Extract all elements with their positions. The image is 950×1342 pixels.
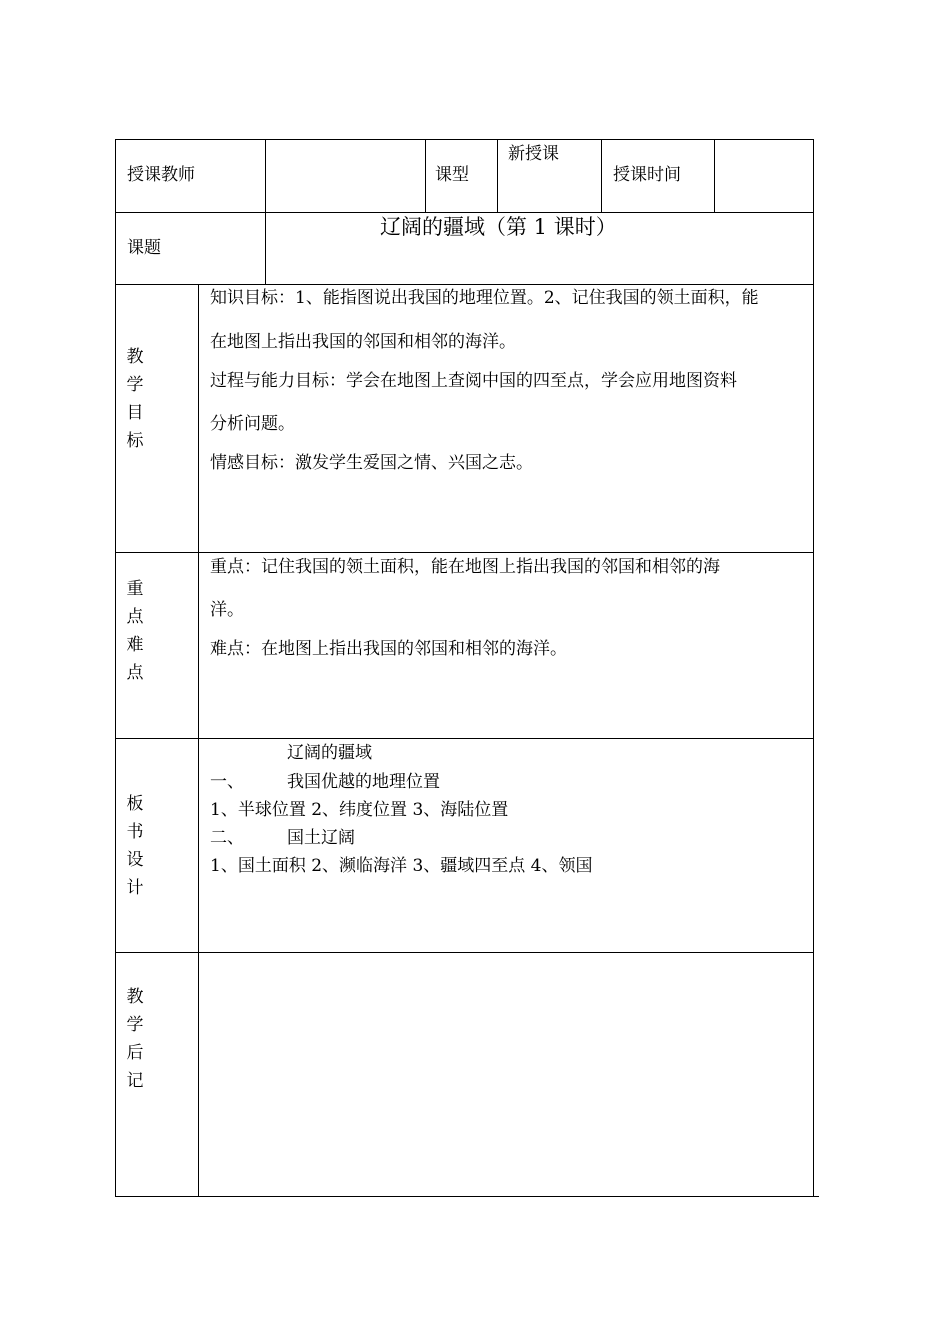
col-divider <box>265 139 266 285</box>
board-section-items: 1、半球位置 2、纬度位置 3、海陆位置 <box>210 800 509 820</box>
board-section-items: 1、国土面积 2、濒临海洋 3、疆域四至点 4、领国 <box>210 856 593 876</box>
topic-title: 辽阔的疆域（第 1 课时） <box>380 215 617 239</box>
table-border-left <box>115 139 116 1197</box>
objectives-line: 分析问题。 <box>210 414 295 434</box>
col-divider <box>425 139 426 213</box>
col-divider <box>601 139 602 213</box>
objectives-label: 教 学 目 标 <box>126 347 144 451</box>
col-divider <box>198 284 199 1197</box>
key-points-line: 洋。 <box>210 600 244 620</box>
row-divider <box>115 952 814 953</box>
key-points-line: 难点：在地图上指出我国的邻国和相邻的海洋。 <box>210 639 567 659</box>
board-section-number: 一、 <box>210 772 244 792</box>
col-divider <box>497 139 498 213</box>
objectives-line: 情感目标：激发学生爱国之情、兴国之志。 <box>210 453 533 473</box>
row-divider <box>115 284 814 285</box>
board-design-label: 板 书 设 计 <box>126 794 144 898</box>
lesson-time-label: 授课时间 <box>613 165 681 185</box>
board-heading: 辽阔的疆域 <box>287 743 372 763</box>
table-border-bottom <box>115 1196 819 1197</box>
col-divider <box>714 139 715 213</box>
objectives-line: 在地图上指出我国的邻国和相邻的海洋。 <box>210 332 516 352</box>
board-section-title: 我国优越的地理位置 <box>287 772 440 792</box>
table-border-right <box>813 139 814 1197</box>
board-section-number: 二、 <box>210 828 244 848</box>
key-points-line: 重点：记住我国的领土面积，能在地图上指出我国的邻国和相邻的海 <box>210 557 720 577</box>
row-divider <box>115 212 814 213</box>
objectives-line: 知识目标：1、能指图说出我国的地理位置。2、记住我国的领土面积，能 <box>210 288 759 308</box>
topic-label: 课题 <box>127 238 161 258</box>
key-points-label: 重 点 难 点 <box>126 579 144 683</box>
teacher-label: 授课教师 <box>127 165 195 185</box>
lesson-type-label: 课型 <box>435 165 469 185</box>
reflection-label: 教 学 后 记 <box>126 987 144 1091</box>
row-divider <box>115 738 814 739</box>
objectives-line: 过程与能力目标：学会在地图上查阅中国的四至点，学会应用地图资料 <box>210 371 737 391</box>
board-section-title: 国土辽阔 <box>287 828 355 848</box>
table-border-top <box>115 139 814 140</box>
lesson-type-value: 新授课 <box>508 144 559 164</box>
row-divider <box>115 552 814 553</box>
